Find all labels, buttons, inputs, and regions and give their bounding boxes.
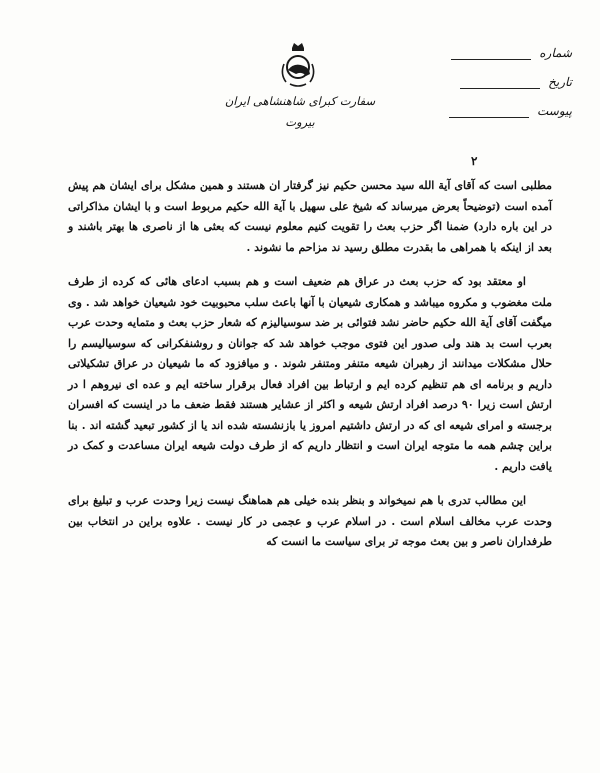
paragraph: این مطالب تدری با هم نمیخواند و بنظر بنده خیلی هم هماهنگ نیست زیرا وحدت عرب و تبلیغ برای وحدت عرب مخالف اسلام است . در اسلام عرب و عجمی در کار نیست . علاوه براین در انتخاب بین طرفداران ناصر و بین بعث موجه تر برای سیاست ما انست که [68, 494, 552, 548]
letter-body [68, 176, 552, 567]
attachment-label: پیوست [537, 104, 572, 118]
paragraph: مطلبی است که آقای آیة الله سید محسن حکیم نیز گرفتار ان هستند و همین مشکل برای ایشان هم پیش آمده است (توضیحاً بعرض میرساند که شیخ علی سهیل با آیة الله حکیم مربوط است و با ایشان مذاکراتی در این باره دارد) ضمنا اگر حزب بعث را تقویت کنیم معلوم نیست که بعثی ها از ناصری ها بهتر باشند و بعد از اینکه با همراهی ما بقدرت مطلق رسید ند مزاحم ما نشوند . [68, 179, 552, 254]
paragraph: او معتقد بود که حزب بعث در عراق هم ضعیف است و هم بسبب ادعای هائی که کرده از طرف ملت مغضوب و مکروه میباشد و همکاری شیعیان با آنها باعث سلب محبوبیت خود شیعیان خواهد شد . وی میگفت آقای آیة الله حکیم حاضر نشد فتوائی بر ضد سوسیالیزم که شعار حزب بعث و متمایه وحدت عرب بعرب است بد هند ولی صدور این فتوی موجب خواهد شد که جوانان و روشنفکرانی که سوسیالیسم را حلال مشکلات میدانند از رهبران شیعه متنفر ومتنفر شوند . و میافزود که ما شیعیان در عراق تشکیلاتی داریم و برنامه ای هم تنظیم کرده ایم و ارتباط بین افراد فعال برقرار ساخته ایم و عده ای نیروهم ا در ارتش است زیرا ۹۰ درصد افراد ارتش شیعه و اکثر از عشایر هستند فقط ضعف ما در اینست که افسران برجسته و امرای شیعه ای که در ارتش داشتیم امروز یا بازنشسته شده اند یا از کشور تبعید گشته اند . بنا براین چشم همه ما متوجه ایران است و انتظار داریم که از طرف دولت شیعه ایران مساعدت و کمک در یافت داریم . [68, 275, 552, 473]
number-label: شماره [539, 46, 572, 60]
attachment-line [449, 107, 529, 118]
embassy-city: بیروت [285, 115, 315, 129]
page-number: ۲ [471, 154, 478, 168]
lion-and-sun-emblem-icon [276, 40, 320, 90]
date-field [460, 75, 572, 89]
date-label: تاریخ [548, 75, 572, 89]
embassy-title: سفارت کبرای شاهنشاهی ایران [224, 94, 376, 108]
attachment-field [449, 104, 572, 118]
number-field [451, 46, 572, 60]
number-line [451, 49, 531, 60]
date-line [460, 78, 540, 89]
